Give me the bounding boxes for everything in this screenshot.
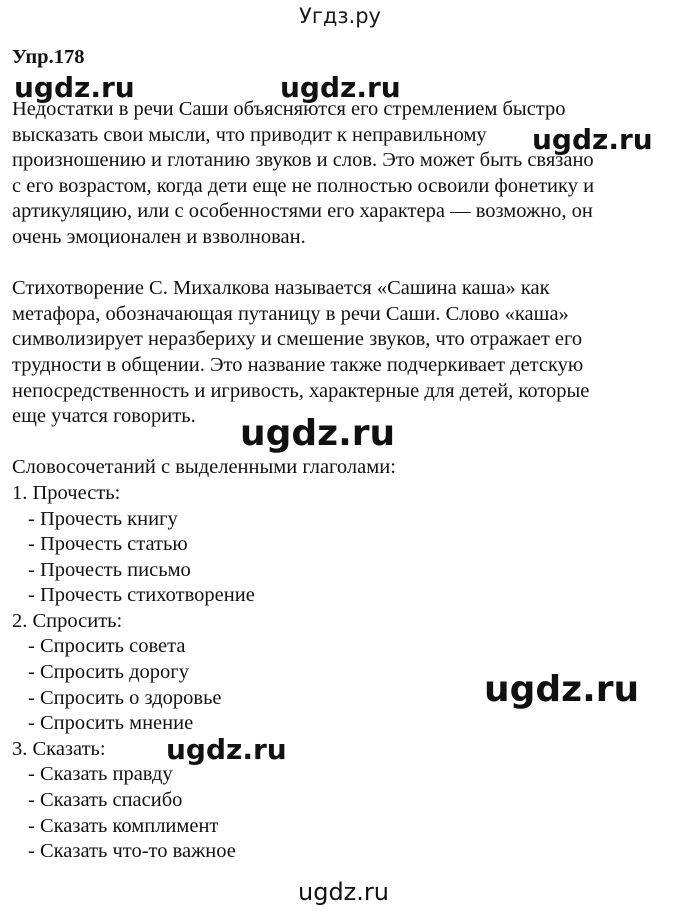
paragraph-line: метафора, обозначающая путаницу в речи Саши. Слово «каша» xyxy=(12,302,569,325)
watermark: ugdz.ru xyxy=(240,413,396,454)
watermark: ugdz.ru xyxy=(280,71,401,104)
list-item: - Прочесть стихотворение xyxy=(28,584,255,607)
paragraph-poem-title xyxy=(12,276,672,430)
paragraph-line: непосредственность и игривость, характерные для детей, которые xyxy=(12,379,590,402)
watermark: ugdz.ru xyxy=(14,71,135,104)
paragraph-line: Стихотворение С. Михалкова называется «Сашина каша» как xyxy=(12,277,550,300)
collocations-section xyxy=(12,455,672,865)
list-item: - Спросить о здоровье xyxy=(28,686,222,709)
watermark: ugdz.ru xyxy=(484,669,640,710)
exercise-content xyxy=(12,44,672,865)
paragraph-line: еще учатся говорить. xyxy=(12,405,196,428)
exercise-title: Упр.178 xyxy=(12,46,85,68)
paragraph-line: с его возрастом, когда дети еще не полностью освоили фонетику и xyxy=(12,174,595,197)
watermark: ugdz.ru xyxy=(532,123,653,156)
paragraph-line: символизирует неразбериху и смешение звуков, что отражает его xyxy=(12,328,583,351)
watermark: ugdz.ru xyxy=(298,878,389,906)
collocations-title: Словосочетаний с выделенными глаголами: xyxy=(12,456,396,479)
list-item: - Спросить совета xyxy=(28,635,186,658)
list-item: - Прочесть письмо xyxy=(28,558,191,581)
paragraph-line: произношению и глотанию звуков и слов. Это может быть связано xyxy=(12,149,594,172)
list-item: - Спросить дорогу xyxy=(28,661,189,684)
list-item: - Сказать спасибо xyxy=(28,789,183,812)
group-label: 1. Прочесть: xyxy=(12,481,121,504)
paragraph-line: высказать свои мысли, что приводит к неправильному xyxy=(12,123,487,146)
paragraph-line: Недостатки в речи Саши объясняются его стремлением быстро xyxy=(12,98,566,120)
watermark: ugdz.ru xyxy=(166,733,287,766)
list-item: - Прочесть книгу xyxy=(28,507,178,530)
group-label: 3. Сказать: xyxy=(12,737,106,760)
paragraph-line: артикуляцию, или с особенностями его характера — возможно, он xyxy=(12,200,593,223)
list-item: - Прочесть статью xyxy=(28,533,188,556)
group-label: 2. Спросить: xyxy=(12,609,123,632)
paragraph-gap xyxy=(12,251,672,277)
list-item: - Сказать комплимент xyxy=(28,814,219,837)
list-item: - Сказать что-то важное xyxy=(28,840,236,863)
site-header: Угдз.ру xyxy=(299,4,381,28)
paragraph-speech-explanation xyxy=(12,97,672,251)
list-item: - Сказать правду xyxy=(28,763,173,786)
list-item: - Спросить мнение xyxy=(28,712,194,735)
paragraph-line: трудности в общении. Это название также подчеркивает детскую xyxy=(12,353,584,376)
paragraph-line: очень эмоционален и взволнован. xyxy=(12,225,306,248)
